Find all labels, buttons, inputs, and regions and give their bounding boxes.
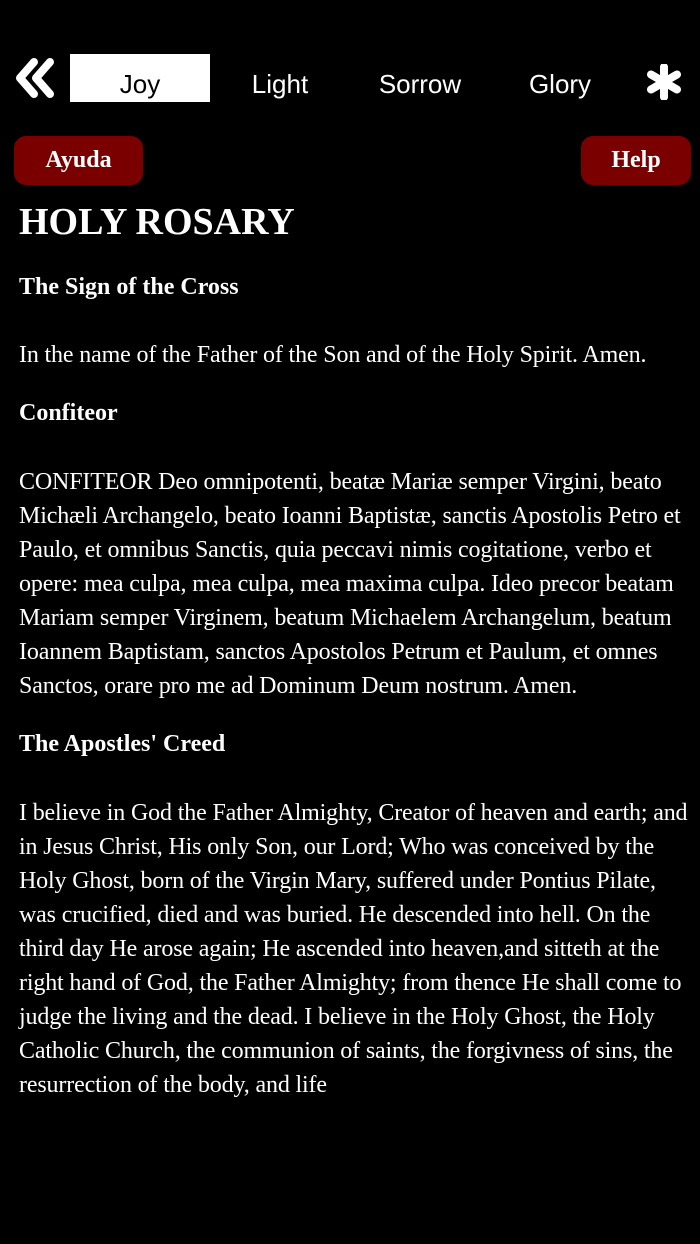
section-title-apostles-creed: The Apostles' Creed [19,731,226,757]
tab-sorrow[interactable]: Sorrow [378,69,462,99]
tab-light[interactable]: Light [251,69,309,99]
asterisk-icon [646,64,682,100]
section-text-apostles-creed: I believe in God the Father Almighty, Creator of heaven and earth; and in Jesus Christ, His only Son, our Lord; Who was conceived by the Holy Ghost, born of the Virgin Mary, suffered under Pontius Pilate, was crucified, died and was buried. He descended into hell. On the third day He arose again; He ascended into heaven,and sitteth at the right hand of God, the Father Almighty; from thence He shall come to judge the living and the dead. I believe in the Holy Ghost, the Holy Catholic Church, the communion of saints, the forgivness of sins, the resurrection of the body, and life [19,800,688,1098]
help-button[interactable]: Help [581,136,691,185]
settings-button[interactable] [646,64,682,100]
ayuda-button[interactable]: Ayuda [14,136,143,185]
back-button[interactable] [14,58,58,98]
page-title: HOLY ROSARY [19,201,295,243]
section-title-confiteor: Confiteor [19,400,118,426]
mystery-nav-bar [0,54,700,102]
prayer-content [19,196,691,1102]
tab-joy[interactable]: Joy [70,54,210,102]
section-text-sign-of-cross: In the name of the Father of the Son and of the Holy Spirit. Amen. [19,342,647,368]
section-title-sign-of-cross: The Sign of the Cross [19,274,239,300]
double-chevron-left-icon [14,58,58,98]
tab-glory[interactable]: Glory [528,69,592,99]
section-text-confiteor: CONFITEOR Deo omnipotenti, beatæ Mariæ semper Virgini, beato Michæli Archangelo, beato Ioanni Baptistæ, sanctis Apostolis Petro et Paulo, et omnibus Sanctis, quia peccavi nimis cogitatione, verbo et opere: mea culpa, mea culpa, mea maxima culpa. Ideo precor beatam Mariam semper Virginem, beatum Michaelem Archangelum, beatum Ioannem Baptistam, sanctos Apostolos Petrum et Paulum, et omnes Sanctos, orare pro me ad Dominum Deum nostrum. Amen. [19,469,681,699]
